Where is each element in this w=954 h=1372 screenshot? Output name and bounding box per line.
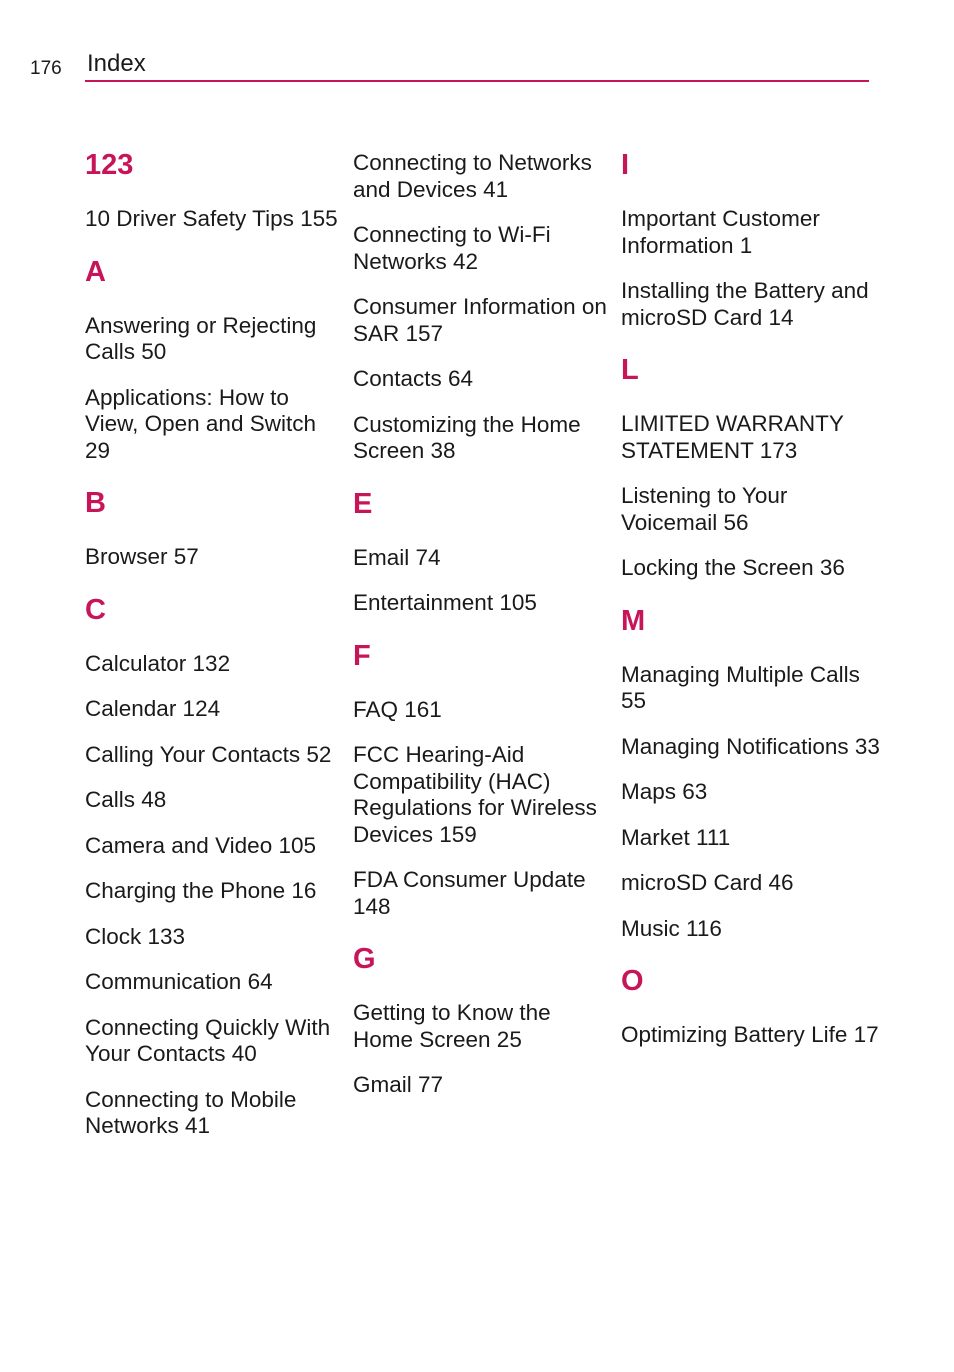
index-section (621, 606, 883, 943)
header-divider (85, 80, 869, 82)
index-entry: Clock 133 (85, 923, 186, 949)
index-entry: Locking the Screen 36 (621, 555, 845, 580)
index-entry: FCC Hearing-Aid Compatibility (HAC) Regulations for Wireless Devices 159 (353, 742, 597, 847)
index-entry: Calls 48 (85, 787, 167, 812)
index-entry: Connecting to Wi-Fi Networks 42 (353, 222, 551, 274)
index-entry: Maps 63 (621, 779, 708, 804)
index-entry: Calculator 132 (85, 650, 231, 676)
index-entry: Connecting Quickly With Your Contacts 40 (85, 1014, 331, 1066)
index-column-2 (353, 150, 615, 1123)
index-entry: microSD Card 46 (621, 870, 794, 895)
page-number: 176 (30, 58, 62, 79)
index-section (621, 355, 883, 582)
index-entry: Customizing the Home Screen 38 (353, 411, 581, 463)
section-letter-heading: C (85, 593, 106, 626)
index-entry: Consumer Information on SAR 157 (353, 294, 607, 346)
index-entry: Managing Multiple Calls 55 (621, 661, 860, 713)
section-letter-heading: F (353, 639, 371, 672)
index-section (621, 150, 883, 331)
index-section (85, 488, 347, 571)
index-section (85, 257, 347, 465)
page-title: Index (87, 50, 146, 77)
index-entry: Installing the Battery and microSD Card 14 (621, 278, 869, 330)
index-entry: Contacts 64 (353, 366, 474, 391)
index-entry: Calendar 124 (85, 696, 221, 721)
section-letter-heading: I (621, 149, 630, 181)
index-entry: Answering or Rejecting Calls 50 (85, 312, 317, 364)
index-entry: Email 74 (353, 544, 441, 570)
index-section (621, 966, 883, 1049)
index-entry: FDA Consumer Update 148 (353, 867, 586, 919)
section-letter-heading: 123 (85, 149, 134, 181)
index-entry: Communication 64 (85, 969, 273, 994)
index-entry: Important Customer Information 1 (621, 206, 820, 258)
section-letter-heading: B (85, 487, 106, 519)
section-letter-heading: O (621, 965, 644, 997)
index-entry: Getting to Know the Home Screen 25 (353, 1000, 551, 1052)
index-entry: Applications: How to View, Open and Switch 29 (85, 384, 316, 463)
index-section (85, 150, 347, 233)
index-column-1 (85, 150, 347, 1164)
index-entry: Music 116 (621, 915, 722, 941)
index-entry: 10 Driver Safety Tips 155 (85, 206, 338, 231)
section-letter-heading: E (353, 487, 373, 520)
index-entry: FAQ 161 (353, 696, 442, 722)
index-entry: Charging the Phone 16 (85, 878, 317, 903)
index-entry: Managing Notifications 33 (621, 733, 880, 759)
index-entry: Browser 57 (85, 544, 199, 569)
index-entry: Connecting to Networks and Devices 41 (353, 150, 592, 202)
index-column-3 (621, 150, 883, 1073)
index-section (353, 944, 615, 1099)
index-section (85, 595, 347, 1140)
section-letter-heading: M (621, 604, 646, 637)
index-entry: Calling Your Contacts 52 (85, 741, 332, 767)
index-entry: Entertainment 105 (353, 590, 537, 615)
index-entry: Market 111 (621, 824, 731, 850)
index-entry: Listening to Your Voicemail 56 (621, 483, 788, 535)
index-section (353, 150, 615, 465)
index-entry: Camera and Video 105 (85, 832, 316, 858)
index-entry: LIMITED WARRANTY STATEMENT 173 (621, 411, 844, 463)
index-section (353, 641, 615, 921)
section-letter-heading: G (353, 943, 376, 975)
index-entry: Optimizing Battery Life 17 (621, 1022, 879, 1047)
index-entry: Connecting to Mobile Networks 41 (85, 1086, 297, 1138)
index-section (353, 489, 615, 617)
section-letter-heading: L (621, 354, 639, 386)
index-entry: Gmail 77 (353, 1072, 444, 1097)
section-letter-heading: A (85, 255, 106, 288)
